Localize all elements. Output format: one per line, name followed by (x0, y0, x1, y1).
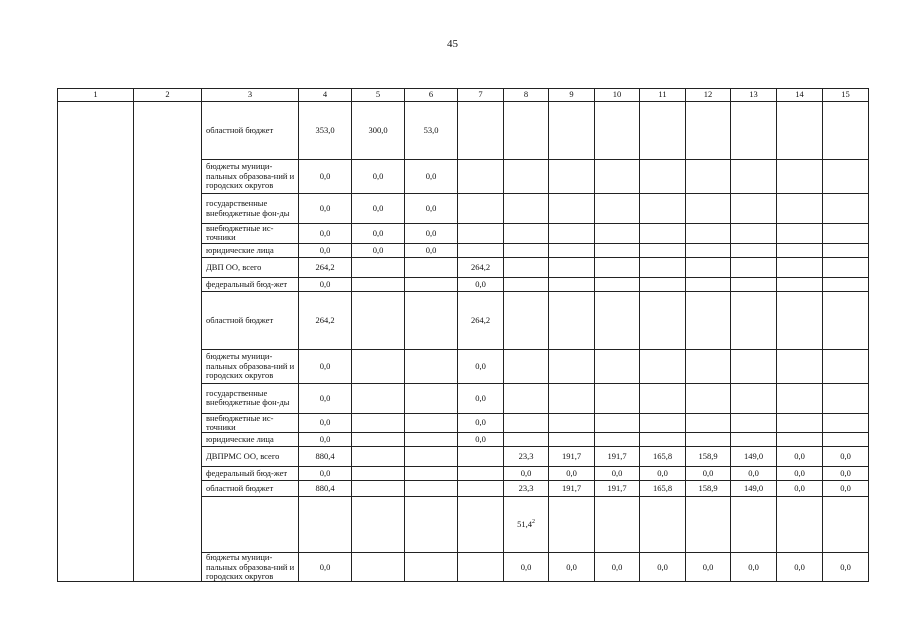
value-cell-c4: 0,0 (299, 160, 352, 194)
value-cell-c5 (352, 277, 405, 291)
col2-merged-cell (134, 102, 202, 582)
value-cell-c4 (299, 497, 352, 553)
value-cell-c11 (640, 257, 686, 277)
value-cell-c8 (504, 277, 549, 291)
value-cell-c14 (777, 102, 823, 160)
value-cell-c11: 165,8 (640, 447, 686, 467)
value-cell-c11: 0,0 (640, 553, 686, 582)
value-cell-c10 (595, 277, 640, 291)
value-cell-c7: 264,2 (458, 291, 504, 349)
value-cell-c10 (595, 224, 640, 244)
value-cell-c13 (731, 383, 777, 413)
value-cell-c8: 0,0 (504, 467, 549, 481)
value-cell-c6 (405, 413, 458, 433)
value-cell-c10: 0,0 (595, 553, 640, 582)
value-cell-c6 (405, 481, 458, 497)
value-cell-c11 (640, 291, 686, 349)
value-cell-c6: 0,0 (405, 194, 458, 224)
value-cell-c8 (504, 433, 549, 447)
value-cell-c13 (731, 349, 777, 383)
row-label: областной бюджет (202, 102, 299, 160)
value-cell-c8 (504, 413, 549, 433)
value-cell-c11: 0,0 (640, 467, 686, 481)
column-header-13: 13 (731, 89, 777, 102)
value-cell-c11 (640, 243, 686, 257)
value-cell-c4: 0,0 (299, 224, 352, 244)
value-cell-c13: 149,0 (731, 481, 777, 497)
row-label: ДВП ОО, всего (202, 257, 299, 277)
value-cell-c14 (777, 243, 823, 257)
value-cell-c11 (640, 224, 686, 244)
value-cell-c6: 0,0 (405, 160, 458, 194)
value-cell-c12: 0,0 (686, 467, 731, 481)
row-label: бюджеты муници-пальных образова-ний и городских округов (202, 160, 299, 194)
value-cell-c15: 0,0 (823, 553, 869, 582)
value-cell-c6 (405, 349, 458, 383)
row-label: бюджеты муници-пальных образова-ний и городских округов (202, 553, 299, 582)
value-cell-c4: 0,0 (299, 553, 352, 582)
column-header-1: 1 (58, 89, 134, 102)
row-label: юридические лица (202, 243, 299, 257)
value-cell-c11 (640, 194, 686, 224)
value-cell-c5 (352, 467, 405, 481)
value-cell-c15 (823, 349, 869, 383)
value-cell-c10 (595, 102, 640, 160)
value-cell-c9 (549, 383, 595, 413)
value-cell-c6 (405, 257, 458, 277)
row-label: ДВПРМС ОО, всего (202, 447, 299, 467)
value-cell-c10 (595, 349, 640, 383)
value-cell-c5 (352, 433, 405, 447)
value-cell-c5 (352, 349, 405, 383)
row-label: бюджеты муници-пальных образова-ний и городских округов (202, 349, 299, 383)
row-label: внебюджетные ис-точники (202, 224, 299, 244)
value-cell-c14 (777, 257, 823, 277)
value-cell-c10 (595, 291, 640, 349)
value-cell-c7 (458, 243, 504, 257)
value-cell-c9 (549, 224, 595, 244)
value-cell-c15 (823, 497, 869, 553)
value-cell-c4: 353,0 (299, 102, 352, 160)
value-cell-c12 (686, 413, 731, 433)
value-cell-c12 (686, 102, 731, 160)
value-cell-c10 (595, 257, 640, 277)
value-cell-c12 (686, 194, 731, 224)
value-cell-c13 (731, 160, 777, 194)
value-cell-c12: 0,0 (686, 553, 731, 582)
value-cell-c12 (686, 433, 731, 447)
value-cell-c11 (640, 349, 686, 383)
value-cell-c12 (686, 349, 731, 383)
value-cell-c9 (549, 277, 595, 291)
value-cell-c11 (640, 497, 686, 553)
value-cell-c13: 0,0 (731, 467, 777, 481)
value-cell-c10: 191,7 (595, 447, 640, 467)
value-cell-c7 (458, 194, 504, 224)
value-cell-c13 (731, 413, 777, 433)
value-cell-c15 (823, 194, 869, 224)
value-cell-c10 (595, 383, 640, 413)
value-cell-c5 (352, 481, 405, 497)
value-cell-c15: 0,0 (823, 447, 869, 467)
value-cell-c7: 0,0 (458, 413, 504, 433)
value-cell-c6 (405, 277, 458, 291)
value-cell-c14 (777, 224, 823, 244)
footnote-marker: 2 (531, 519, 535, 526)
footnote-value: 51,4 (517, 519, 532, 530)
value-cell-c10 (595, 160, 640, 194)
column-header-10: 10 (595, 89, 640, 102)
table-row (58, 102, 869, 160)
value-cell-c8: 0,0 (504, 553, 549, 582)
value-cell-c7 (458, 481, 504, 497)
value-cell-c7: 0,0 (458, 277, 504, 291)
value-cell-c7 (458, 224, 504, 244)
value-cell-c12 (686, 243, 731, 257)
value-cell-c9: 191,7 (549, 447, 595, 467)
value-cell-c10: 191,7 (595, 481, 640, 497)
value-cell-c7: 0,0 (458, 433, 504, 447)
column-header-5: 5 (352, 89, 405, 102)
value-cell-c9 (549, 194, 595, 224)
column-header-11: 11 (640, 89, 686, 102)
value-cell-c7 (458, 160, 504, 194)
column-header-3: 3 (202, 89, 299, 102)
column-header-12: 12 (686, 89, 731, 102)
value-cell-c9 (549, 433, 595, 447)
value-cell-c5 (352, 291, 405, 349)
value-cell-c4: 880,4 (299, 481, 352, 497)
value-cell-c9: 191,7 (549, 481, 595, 497)
value-cell-c12: 158,9 (686, 481, 731, 497)
column-header-2: 2 (134, 89, 202, 102)
value-cell-c12 (686, 224, 731, 244)
value-cell-c15: 0,0 (823, 467, 869, 481)
value-cell-c10 (595, 497, 640, 553)
value-cell-c9: 0,0 (549, 467, 595, 481)
value-cell-c12: 158,9 (686, 447, 731, 467)
value-cell-c15 (823, 243, 869, 257)
value-cell-c15: 0,0 (823, 481, 869, 497)
value-cell-c13 (731, 194, 777, 224)
value-cell-c12 (686, 497, 731, 553)
value-cell-c8 (504, 383, 549, 413)
value-cell-c4: 880,4 (299, 447, 352, 467)
value-cell-c12 (686, 291, 731, 349)
value-cell-c10 (595, 243, 640, 257)
value-cell-c13 (731, 102, 777, 160)
value-cell-c8 (504, 291, 549, 349)
value-cell-c4: 264,2 (299, 257, 352, 277)
value-cell-c13: 149,0 (731, 447, 777, 467)
value-cell-c8 (504, 102, 549, 160)
value-cell-c6: 0,0 (405, 243, 458, 257)
value-cell-c8 (504, 349, 549, 383)
value-cell-c7 (458, 553, 504, 582)
value-cell-c4: 0,0 (299, 383, 352, 413)
value-cell-c7: 264,2 (458, 257, 504, 277)
value-cell-c14 (777, 413, 823, 433)
value-cell-c7 (458, 447, 504, 467)
column-header-7: 7 (458, 89, 504, 102)
value-cell-c5 (352, 413, 405, 433)
value-cell-c9: 0,0 (549, 553, 595, 582)
row-label: областной бюджет (202, 481, 299, 497)
value-cell-c7 (458, 467, 504, 481)
value-cell-c11 (640, 413, 686, 433)
value-cell-c13 (731, 257, 777, 277)
value-cell-c9 (549, 243, 595, 257)
value-cell-c4: 0,0 (299, 194, 352, 224)
column-header-15: 15 (823, 89, 869, 102)
value-cell-c5: 300,0 (352, 102, 405, 160)
col1-merged-cell (58, 102, 134, 582)
value-cell-c15 (823, 433, 869, 447)
value-cell-c8 (504, 257, 549, 277)
value-cell-c6 (405, 383, 458, 413)
value-cell-c6: 0,0 (405, 224, 458, 244)
value-cell-c15 (823, 160, 869, 194)
value-cell-c5 (352, 383, 405, 413)
value-cell-c4: 0,0 (299, 349, 352, 383)
row-label: государственные внебюджетные фон-ды (202, 194, 299, 224)
row-label: областной бюджет (202, 291, 299, 349)
value-cell-c12 (686, 160, 731, 194)
value-cell-c8 (504, 243, 549, 257)
value-cell-c15 (823, 291, 869, 349)
value-cell-c11: 165,8 (640, 481, 686, 497)
value-cell-c9 (549, 413, 595, 433)
row-label: внебюджетные ис-точники (202, 413, 299, 433)
value-cell-c13 (731, 433, 777, 447)
value-cell-c6 (405, 291, 458, 349)
value-cell-c6 (405, 497, 458, 553)
column-header-4: 4 (299, 89, 352, 102)
value-cell-c4: 0,0 (299, 467, 352, 481)
value-cell-c12 (686, 257, 731, 277)
value-cell-c4: 0,0 (299, 433, 352, 447)
value-cell-c15 (823, 277, 869, 291)
value-cell-c14 (777, 383, 823, 413)
value-cell-c11 (640, 277, 686, 291)
value-cell-c10 (595, 413, 640, 433)
value-cell-c14 (777, 291, 823, 349)
value-cell-c11 (640, 433, 686, 447)
value-cell-c6 (405, 447, 458, 467)
value-cell-c6 (405, 433, 458, 447)
value-cell-c9 (549, 349, 595, 383)
value-cell-c9 (549, 160, 595, 194)
value-cell-c15 (823, 383, 869, 413)
value-cell-c7 (458, 497, 504, 553)
value-cell-c11 (640, 160, 686, 194)
column-header-14: 14 (777, 89, 823, 102)
value-cell-c7 (458, 102, 504, 160)
value-cell-c8: 23,3 (504, 481, 549, 497)
row-label: государственные внебюджетные фон-ды (202, 383, 299, 413)
row-label: федеральный бюд-жет (202, 467, 299, 481)
row-label: юридические лица (202, 433, 299, 447)
value-cell-c5 (352, 497, 405, 553)
value-cell-c14 (777, 194, 823, 224)
value-cell-c14: 0,0 (777, 553, 823, 582)
page-number: 45 (447, 38, 458, 50)
value-cell-c15 (823, 413, 869, 433)
value-cell-c12 (686, 277, 731, 291)
value-cell-c14: 0,0 (777, 481, 823, 497)
value-cell-c4: 0,0 (299, 277, 352, 291)
value-cell-c15 (823, 257, 869, 277)
value-cell-c8 (504, 160, 549, 194)
value-cell-c5: 0,0 (352, 224, 405, 244)
value-cell-c6 (405, 467, 458, 481)
value-cell-c4: 0,0 (299, 413, 352, 433)
value-cell-c8 (504, 194, 549, 224)
value-cell-c10: 0,0 (595, 467, 640, 481)
value-cell-c5: 0,0 (352, 243, 405, 257)
value-cell-c13 (731, 291, 777, 349)
value-cell-c9 (549, 257, 595, 277)
column-header-9: 9 (549, 89, 595, 102)
value-cell-c12 (686, 383, 731, 413)
value-cell-c15 (823, 224, 869, 244)
value-cell-c15 (823, 102, 869, 160)
footnote-value-cell (504, 497, 549, 553)
value-cell-c9 (549, 291, 595, 349)
value-cell-c10 (595, 194, 640, 224)
value-cell-c14 (777, 277, 823, 291)
value-cell-c13 (731, 224, 777, 244)
value-cell-c6 (405, 553, 458, 582)
value-cell-c9 (549, 102, 595, 160)
value-cell-c13 (731, 243, 777, 257)
value-cell-c5 (352, 553, 405, 582)
value-cell-c14: 0,0 (777, 467, 823, 481)
value-cell-c5 (352, 447, 405, 467)
value-cell-c14 (777, 160, 823, 194)
column-header-8: 8 (504, 89, 549, 102)
value-cell-c14 (777, 497, 823, 553)
value-cell-c14: 0,0 (777, 447, 823, 467)
value-cell-c8 (504, 224, 549, 244)
value-cell-c14 (777, 349, 823, 383)
value-cell-c5: 0,0 (352, 194, 405, 224)
value-cell-c6: 53,0 (405, 102, 458, 160)
value-cell-c9 (549, 497, 595, 553)
column-header-6: 6 (405, 89, 458, 102)
value-cell-c13 (731, 277, 777, 291)
value-cell-c10 (595, 433, 640, 447)
value-cell-c5: 0,0 (352, 160, 405, 194)
value-cell-c11 (640, 102, 686, 160)
value-cell-c4: 264,2 (299, 291, 352, 349)
value-cell-c11 (640, 383, 686, 413)
table-header-row (58, 89, 869, 102)
row-label: федеральный бюд-жет (202, 277, 299, 291)
value-cell-c13 (731, 497, 777, 553)
value-cell-c14 (777, 433, 823, 447)
value-cell-c8: 23,3 (504, 447, 549, 467)
value-cell-c13: 0,0 (731, 553, 777, 582)
budget-table (57, 88, 869, 582)
value-cell-c7: 0,0 (458, 349, 504, 383)
value-cell-c4: 0,0 (299, 243, 352, 257)
row-label (202, 497, 299, 553)
value-cell-c7: 0,0 (458, 383, 504, 413)
value-cell-c5 (352, 257, 405, 277)
